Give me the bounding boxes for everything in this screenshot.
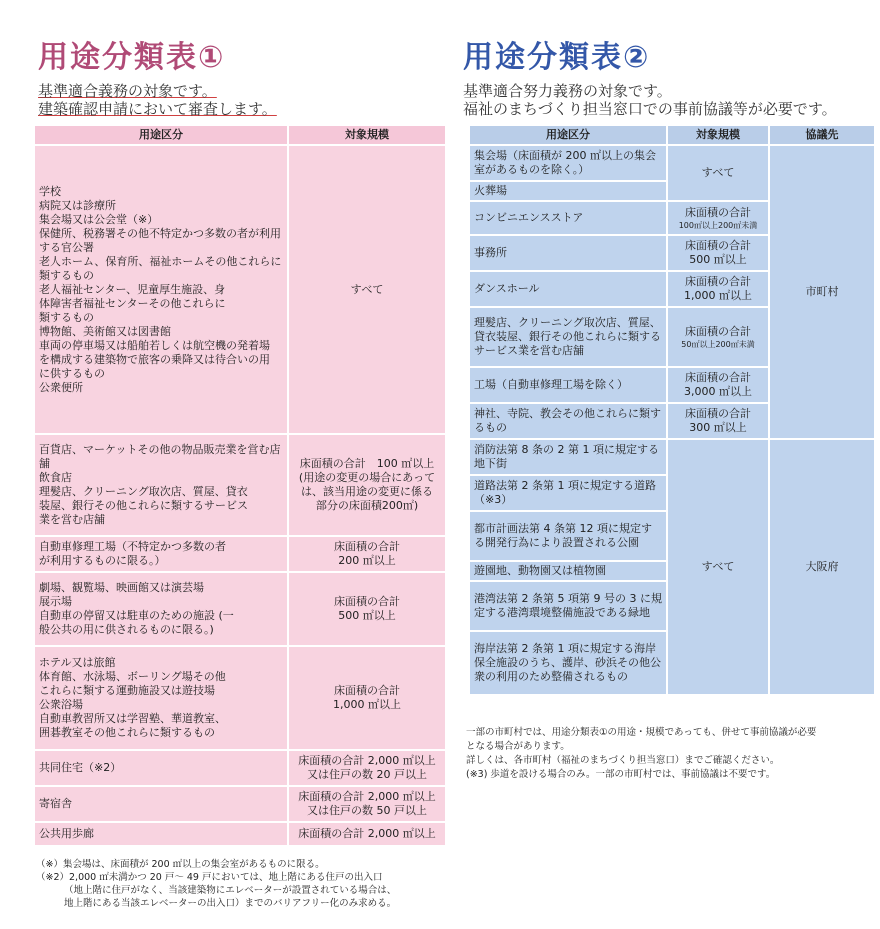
scale-cell [289,647,445,749]
scale-line: 床面積の合計 2,000 ㎡以上 [298,790,436,803]
scale-line: 300 ㎡以上 [689,421,747,434]
use-item: 博物館、美術館又は図書館 [39,324,171,338]
table2-notes [466,726,876,782]
table-row [35,435,445,535]
use-cell: 都市計画法第 4 条第 12 項に規定する開発行為により設置される公園 [470,512,666,560]
scale-cell [289,435,445,535]
table-row [35,537,445,571]
use-cell: 神社、寺院、教会その他これらに類するもの [470,404,666,438]
scale-cell [668,236,768,270]
scale-line: 200 ㎡以上 [338,554,396,567]
header-scale: 対象規模 [668,126,768,144]
use-item: に供するもの [39,366,105,380]
note-line: (※3) 歩道を設ける場合のみ。一部の市町村では、事前協議は不要です。 [466,769,776,780]
scale-cell [668,272,768,306]
use-cell: 港湾法第 2 条第 5 項第 9 号の 3 に規定する港湾環境整備施設である緑地 [470,582,666,630]
use-cell: 公共用歩廊 [35,823,287,845]
use-item: 飲食店 [39,471,72,484]
note-line: （※）集会場は、床面積が 200 ㎡以上の集会室があるものに限る。 [36,859,325,870]
use-cell: 集会場（床面積が 200 ㎡以上の集会室があるものを除く。） [470,146,666,180]
table-row [470,146,874,180]
use-item: 百貨店、マーケットその他の物品販売業を営む店舗 [39,443,281,470]
scale-line: 床面積の合計 100 ㎡以上 [299,457,435,470]
use-cell [35,435,287,535]
use-item: 保健所、税務署その他不特定かつ多数の者が利用 [39,226,281,240]
table-row [35,573,445,645]
use-item: 劇場、観覧場、映画館又は演芸場 [39,581,204,594]
note-line: 一部の市町村では、用途分類表①の用途・規模であっても、併せて事前協議が必要 [466,727,817,738]
table1-subtitle [38,82,277,118]
scale-cell [668,308,768,366]
scale-cell: すべて [668,146,768,200]
note-line: （※2）2,000 ㎡未満かつ 20 戸～ 49 戸においては、地上階にある住戸の出入口 [36,872,383,883]
scale-line: 床面積の合計 [685,275,751,288]
scale-cell [289,751,445,785]
scale-line: (用途の変更の場合にあって [298,471,436,484]
header-use: 用途区分 [470,126,666,144]
use-cell: 工場（自動車修理工場を除く） [470,368,666,402]
scale-line: 部分の床面積200㎡) [315,499,419,512]
use-cell: 事務所 [470,236,666,270]
use-item: 公衆便所 [39,380,83,394]
table1-subtitle-line: 基準適合義務の対象です。 [38,82,217,100]
use-item: 集会場又は公会堂（※） [39,212,159,226]
use-item: 理髪店、クリーニング取次店、質屋、貸衣 [39,485,248,498]
use-item: ホテル又は旅館 [39,656,116,669]
table-row [35,823,445,845]
scale-cell [289,573,445,645]
use-cell: 海岸法第 2 条第 1 項に規定する海岸保全施設のうち、護岸、砂浜その他公衆の利用のため整備されるもの [470,632,666,694]
table2-subtitle-line: 基準適合努力義務の対象です。 [463,82,672,100]
scale-line: 500 ㎡以上 [338,609,396,622]
table1-title: 用途分類表① [38,40,226,75]
scale-line: 又は住戸の数 50 戸以上 [307,804,427,817]
note-line: 地上階にある当該エレベーターの出入口）までのバリアフリー化のみ求める。 [64,898,397,909]
use-item: 自動車教習所又は学習塾、華道教室、 [39,712,226,725]
use-cell [35,647,287,749]
use-cell: コンビニエンスストア [470,202,666,234]
scale-cell [668,404,768,438]
note-line: （地上階に住戸がなく、当該建築物にエレベーターが設置されている場合は、 [64,885,397,896]
use-item: 病院又は診療所 [39,198,116,212]
consult-cell: 大阪府 [770,440,874,694]
scale-line: は、該当用途の変更に係る [301,485,433,498]
use-item: 類するもの [39,310,94,324]
scale-line: 床面積の合計 [685,371,751,384]
scale-line: 床面積の合計 [685,407,751,420]
scale-line: 又は住戸の数 20 戸以上 [307,768,427,781]
table-row [35,647,445,749]
use-item: 自動車修理工場（不特定かつ多数の者 [39,540,226,553]
scale-cell [668,368,768,402]
consult-cell: 市町村 [770,146,874,438]
scale-line: 床面積の合計 [334,540,400,553]
use-item: これらに類する運動施設又は遊技場 [39,684,215,697]
use-cell: 火葬場 [470,182,666,200]
use-item: 老人福祉センター、児童厚生施設、身 [39,282,226,296]
use-item: 業を営む店舗 [39,513,105,526]
table-row [470,440,874,474]
use-item: 自動車の停留又は駐車のための施設 (一 [39,609,234,622]
note-line: となる場合があります。 [466,741,570,752]
use-item: 般公共の用に供されるものに限る。) [39,623,214,636]
header-consult: 協議先 [770,126,874,144]
table2-title: 用途分類表② [463,40,651,75]
scale-cell [668,202,768,234]
table1-subtitle-line: 建築確認申請において審査します。 [38,100,277,118]
use-item: を構成する建築物で旅客の乗降又は待合いの用 [39,352,270,366]
use-cell: 寄宿舎 [35,787,287,821]
use-cell: 共同住宅（※2） [35,751,287,785]
scale-line: 床面積の合計 [334,684,400,697]
scale-line: 1,000 ㎡以上 [684,289,752,302]
scale-line: 床面積の合計 2,000 ㎡以上 [298,754,436,767]
table1-notes [36,858,456,910]
use-item: 車両の停車場又は船舶若しくは航空機の発着場 [39,338,270,352]
scale-line: 床面積の合計 [685,205,751,219]
scale-line: 500 ㎡以上 [689,253,747,266]
scale-cell [289,537,445,571]
use-cell [35,573,287,645]
scale-cell: 床面積の合計 2,000 ㎡以上 [289,823,445,845]
use-item: 類するもの [39,268,94,282]
table-row [35,751,445,785]
use-item: 体障害者福祉センターその他これらに [39,296,226,310]
note-line: 詳しくは、各市町村（福祉のまちづくり担当窓口）までご確認ください。 [466,755,780,766]
use-classification-table-1 [33,124,447,847]
scale-line: 床面積の合計 [685,239,751,252]
scale-cell: すべて [289,146,445,433]
use-cell: 遊園地、動物園又は植物園 [470,562,666,580]
scale-cell: すべて [668,440,768,694]
header-use: 用途区分 [35,126,287,144]
use-cell: ダンスホール [470,272,666,306]
use-item: が利用するものに限る。） [39,554,166,567]
table2-subtitle [463,82,837,118]
scale-cell [289,787,445,821]
use-classification-table-2 [468,124,876,696]
use-item: 学校 [39,184,61,198]
use-item: 囲碁教室その他これらに類するもの [39,726,215,739]
use-cell [35,146,287,433]
use-item: 老人ホーム、保育所、福祉ホームその他これらに [39,254,282,268]
use-cell: 道路法第 2 条第 1 項に規定する道路（※3） [470,476,666,510]
scale-line: 床面積の合計 [685,324,751,338]
table-row [35,787,445,821]
use-item: 公衆浴場 [39,698,83,711]
table-row [35,146,445,433]
use-item: 展示場 [39,595,72,608]
use-item: 装屋、銀行その他これらに類するサービス [39,499,248,512]
scale-line: 床面積の合計 [334,595,400,608]
scale-line: 3,000 ㎡以上 [684,385,752,398]
use-item: する官公署 [39,240,94,254]
scale-line: 1,000 ㎡以上 [333,698,401,711]
scale-line: 50㎡以上200㎡未満 [681,339,755,349]
use-cell: 理髪店、クリーニング取次店、質屋、貸衣装屋、銀行その他これらに類するサービス業を営む店舗 [470,308,666,366]
use-item: 体育館、水泳場、ボーリング場その他 [39,670,226,683]
use-cell: 消防法第 8 条の 2 第 1 項に規定する地下街 [470,440,666,474]
table2-subtitle-line: 福祉のまちづくり担当窓口での事前協議等が必要です。 [463,100,837,118]
scale-line: 100㎡以上200㎡未満 [678,220,758,230]
use-cell [35,537,287,571]
header-scale: 対象規模 [289,126,445,144]
